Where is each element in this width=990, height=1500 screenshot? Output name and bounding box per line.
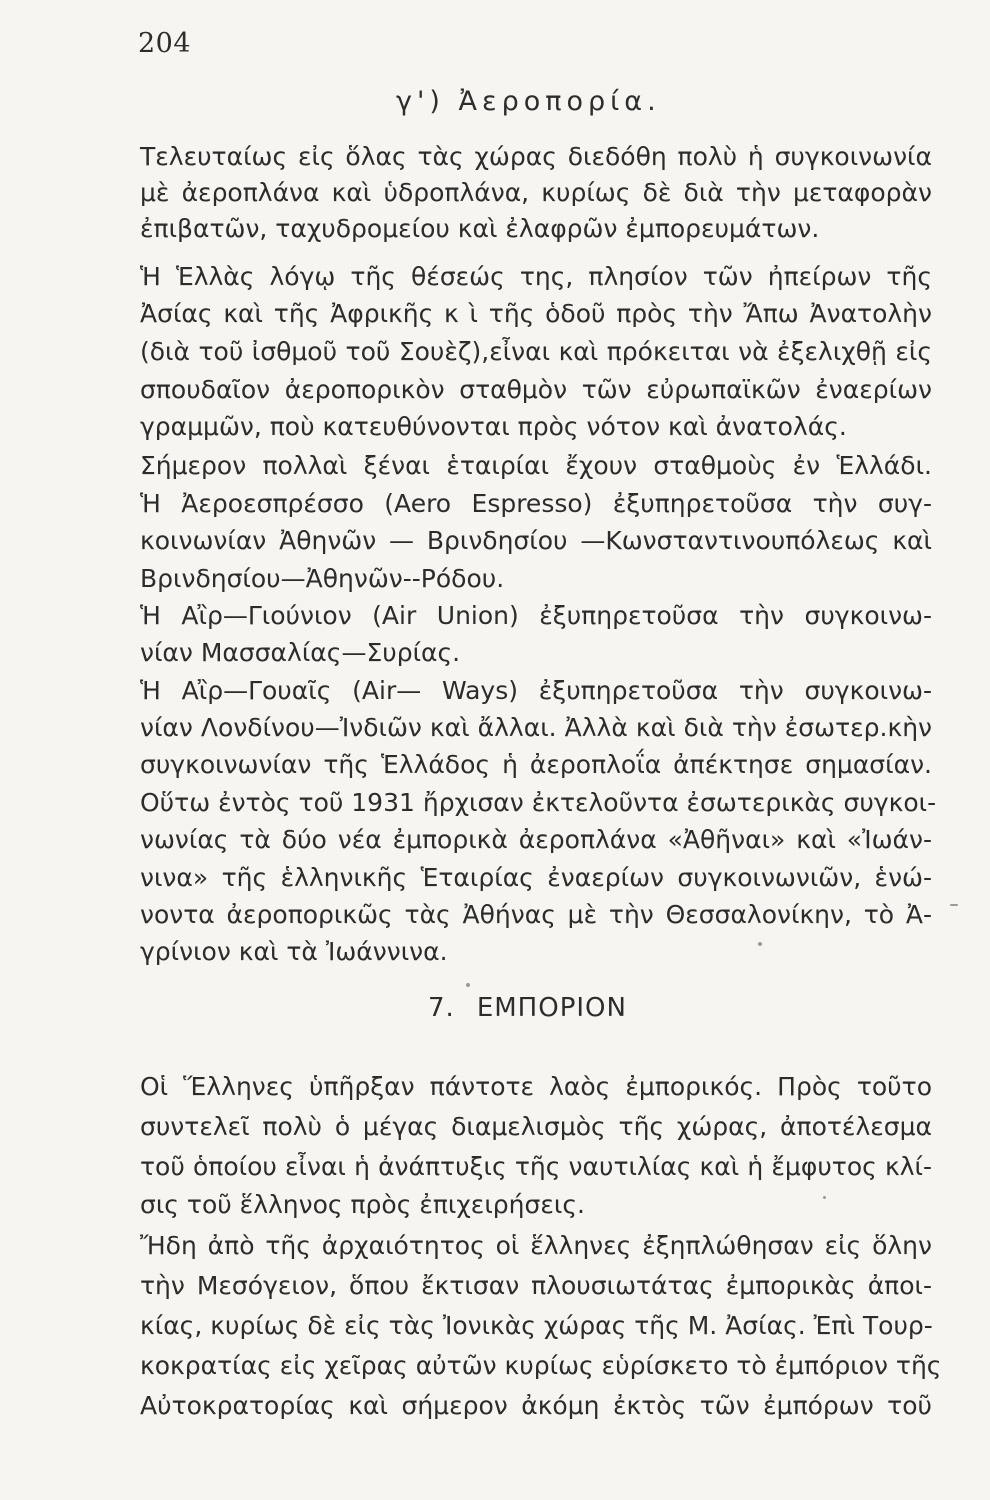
text-line: νίαν Μασσαλίας—Συρίας. bbox=[140, 638, 461, 667]
ink-speck bbox=[950, 904, 958, 906]
text-line: Σήμερον πολλαὶ ξέναι ἑταιρίαι ἔχουν σταθμοὺς ἐν Ἑλλάδι. bbox=[140, 451, 932, 480]
ink-speck bbox=[823, 1196, 826, 1199]
text-line: Ἡ Ἑλλὰς λόγῳ τῆς θέσεώς της, πλησίον τῶν ἠπείρων τῆς bbox=[140, 262, 932, 291]
text-line: νοντα ἀεροπορικῶς τὰς Ἀθήνας μὲ τὴν Θεσσαλονίκην, τὸ Ἀ- bbox=[140, 900, 932, 929]
text-line: γρίνιον καὶ τὰ Ἰωάννινα. bbox=[140, 937, 448, 966]
text-line: Τελευταίως εἰς ὅλας τὰς χώρας διεδόθη πολὺ ἡ συγκοινωνία bbox=[140, 142, 932, 171]
text-line: τὴν Μεσόγειον, ὅπου ἔκτισαν πλουσιωτάτας ἐμπορικὰς ἀποι- bbox=[140, 1271, 932, 1300]
text-line: κοκρατίας εἰς χεῖρας αὐτῶν κυρίως εὑρίσκετο τὸ ἐμπόριον τῆς bbox=[140, 1351, 942, 1380]
section-heading: γ') Ἀεροπορία. bbox=[396, 86, 661, 117]
ink-speck bbox=[466, 983, 470, 987]
text-line: (διὰ τοῦ ἰσθμοῦ τοῦ Σουὲζ),εἶναι καὶ πρόκειται νὰ ἐξελιχθῇ εἰς bbox=[140, 337, 932, 366]
text-line: Αὐτοκρατορίας καὶ σήμερον ἀκόμη ἐκτὸς τῶν ἐμπόρων τοῦ bbox=[140, 1391, 932, 1420]
chapter-title: ΕΜΠΟΡΙΟΝ bbox=[476, 993, 627, 1023]
text-line: μὲ ἀεροπλάνα καὶ ὑδροπλάνα, κυρίως δὲ διὰ τὴν μεταφορὰν bbox=[140, 178, 932, 207]
text-line: ἐπιβατῶν, ταχυδρομείου καὶ ἐλαφρῶν ἐμπορευμάτων. bbox=[140, 214, 820, 243]
text-line: Ἡ Αἲρ—Γιούνιον (Air Union) ἐξυπηρετοῦσα τὴν συγκοινω- bbox=[140, 601, 932, 630]
text-line: τοῦ ὁποίου εἶναι ἡ ἀνάπτυξις τῆς ναυτιλίας καὶ ἡ ἔμφυτος κλί- bbox=[140, 1152, 932, 1181]
text-line: κίας, κυρίως δὲ εἰς τὰς Ἰονικὰς χώρας τῆς Μ. Ἀσίας. Ἐπὶ Τουρ- bbox=[140, 1311, 933, 1340]
chapter-number: 7. bbox=[428, 993, 455, 1023]
text-line: Οἱ Ἕλληνες ὑπῆρξαν πάντοτε λαὸς ἐμπορικός. Πρὸς τοῦτο bbox=[140, 1072, 932, 1101]
page-number: 204 bbox=[138, 28, 192, 59]
chapter-heading bbox=[428, 993, 627, 1023]
text-line: κοινωνίαν Ἀθηνῶν — Βρινδησίου —Κωνσταντινουπόλεως καὶ bbox=[140, 526, 932, 555]
text-line: σπουδαῖον ἀεροπορικὸν σταθμὸν τῶν εὐρωπαϊκῶν ἐναερίων bbox=[140, 375, 932, 404]
ink-speck bbox=[758, 942, 762, 946]
text-line: Οὕτω ἐντὸς τοῦ 1931 ἤρχισαν ἐκτελοῦντα ἐσωτερικὰς συγκοι- bbox=[140, 788, 937, 817]
text-line: Βρινδησίου—Ἀθηνῶν--Ρόδου. bbox=[140, 564, 505, 593]
text-line: νωνίας τὰ δύο νέα ἐμπορικὰ ἀεροπλάνα «Ἀθῆναι» καὶ «Ἰωάν- bbox=[140, 825, 932, 854]
text-line: γραμμῶν, ποὺ κατευθύνονται πρὸς νότον καὶ ἀνατολάς. bbox=[140, 412, 847, 441]
text-line: Ἤδη ἀπὸ τῆς ἀρχαιότητος οἱ ἕλληνες ἐξηπλώθησαν εἰς ὅλην bbox=[140, 1231, 932, 1260]
text-line: νινα» τῆς ἑλληνικῆς Ἑταιρίας ἐναερίων συγκοινωνιῶν, ἑνώ- bbox=[140, 863, 932, 892]
text-line: νίαν Λονδίνου—Ἰνδιῶν καὶ ἄλλαι. Ἀλλὰ καὶ διὰ τὴν ἐσωτερ.κὴν bbox=[140, 713, 932, 742]
text-line: Ἀσίας καὶ τῆς Ἀφρικῆς κ ὶ τῆς ὁδοῦ πρὸς τὴν Ἄπω Ἀνατολὴν bbox=[140, 299, 932, 328]
text-line: συγκοινωνίαν τῆς Ἑλλάδος ἡ ἀεροπλοΐα ἀπέκτησε σημασίαν. bbox=[140, 750, 932, 779]
text-line: Ἡ Αἲρ—Γουαῖς (Air— Ways) ἐξυπηρετοῦσα τὴν συγκοινω- bbox=[140, 676, 932, 705]
text-line: συντελεῖ πολὺ ὁ μέγας διαμελισμὸς τῆς χώρας, ἀποτέλεσμα bbox=[140, 1112, 932, 1141]
text-line: σις τοῦ ἕλληνος πρὸς ἐπιχειρήσεις. bbox=[140, 1190, 585, 1219]
text-line: Ἡ Ἀεροεσπρέσσο (Aero Espresso) ἐξυπηρετοῦσα τὴν συγ- bbox=[140, 489, 932, 518]
